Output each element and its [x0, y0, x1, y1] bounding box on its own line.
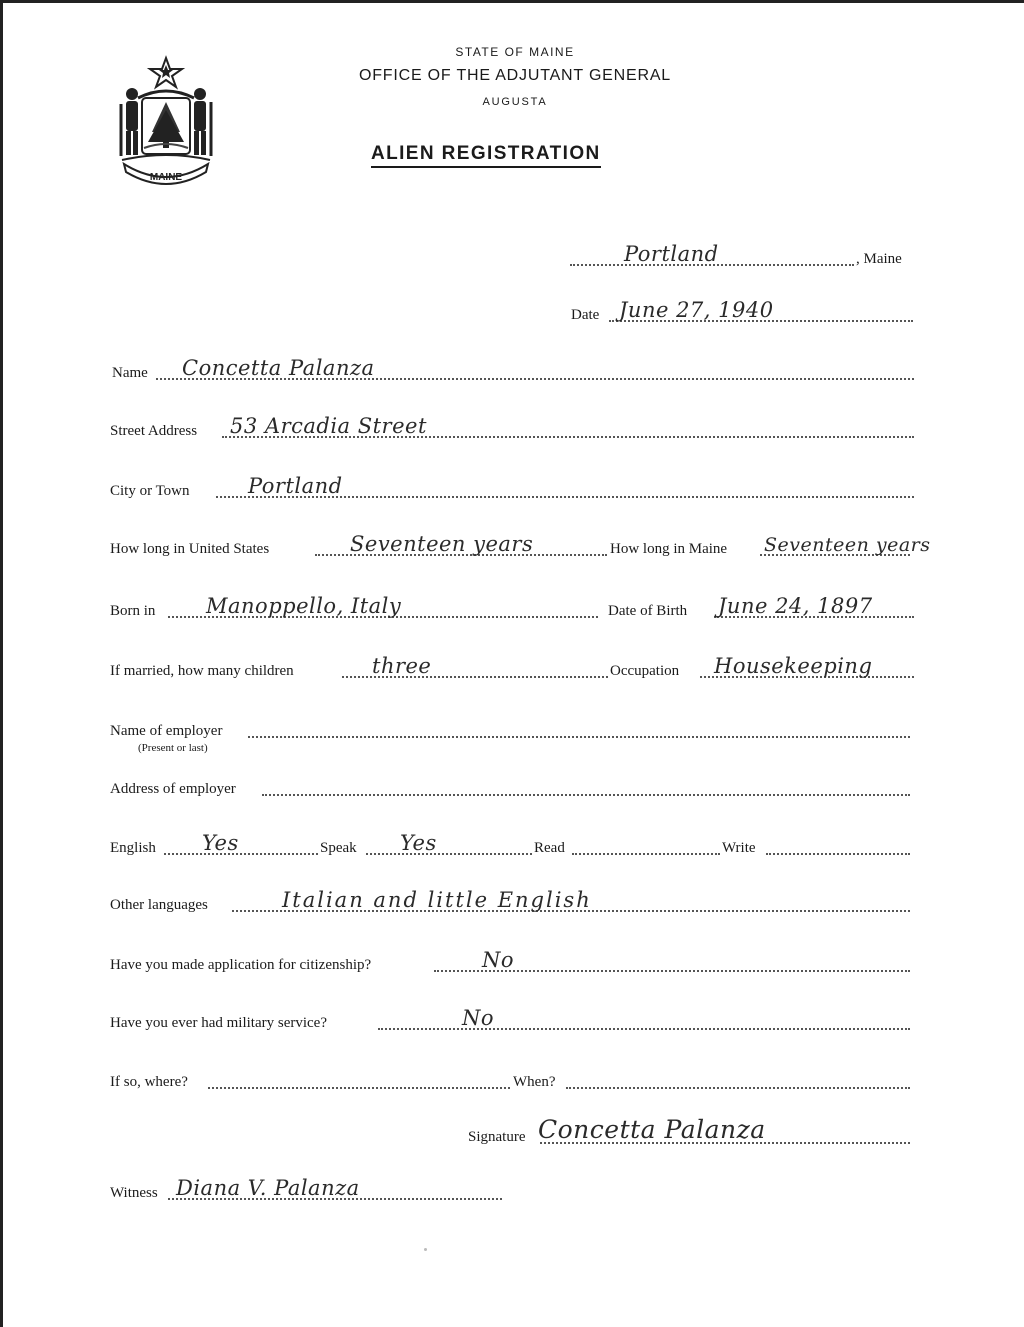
english-line — [164, 853, 318, 855]
english-row — [110, 829, 910, 859]
witness-row — [110, 1174, 502, 1204]
street-address-value[interactable]: 53 Arcadia Street — [230, 414, 427, 438]
speak-line — [366, 853, 532, 855]
name-row — [112, 354, 914, 384]
birth-row — [110, 592, 914, 622]
city-value[interactable]: Portland — [248, 474, 343, 498]
date-value[interactable]: June 27, 1940 — [619, 298, 774, 322]
residence-duration-row — [110, 530, 931, 560]
citizenship-value[interactable]: No — [482, 948, 515, 972]
how-long-maine-label: How long in Maine — [610, 541, 728, 557]
how-long-maine-value[interactable]: Seventeen years — [764, 534, 931, 556]
where-line — [208, 1087, 510, 1089]
date-label: Date — [571, 307, 600, 323]
seal-motto-text: MAINE — [149, 172, 183, 183]
date-row — [571, 296, 914, 326]
employer-name-sublabel: (Present or last) — [138, 742, 208, 754]
employer-name-row — [110, 712, 910, 754]
scan-border-left — [0, 0, 3, 1327]
speak-value[interactable]: Yes — [400, 831, 437, 855]
street-address-label: Street Address — [110, 423, 198, 439]
write-label: Write — [722, 840, 756, 856]
where-when-row — [110, 1063, 910, 1093]
employer-address-label: Address of employer — [110, 781, 236, 797]
employer-name-line — [248, 736, 910, 738]
read-label: Read — [534, 840, 565, 856]
military-label: Have you ever had military service? — [110, 1015, 327, 1031]
scan-speck — [424, 1248, 427, 1251]
children-occupation-row — [110, 652, 914, 682]
signature-row — [468, 1114, 910, 1148]
military-value[interactable]: No — [462, 1006, 495, 1030]
occupation-value[interactable]: Housekeeping — [714, 654, 873, 678]
city-row — [110, 472, 914, 502]
place-row — [570, 240, 920, 270]
city-label: City or Town — [110, 483, 190, 499]
how-long-us-label: How long in United States — [110, 541, 270, 557]
street-address-row — [110, 412, 914, 442]
name-value[interactable]: Concetta Palanza — [182, 356, 375, 380]
when-line — [566, 1087, 910, 1089]
place-value[interactable]: Portland — [624, 242, 719, 266]
military-line — [378, 1028, 910, 1030]
english-value[interactable]: Yes — [202, 831, 239, 855]
scan-border-top — [0, 0, 1024, 3]
name-label: Name — [112, 365, 148, 381]
children-label: If married, how many children — [110, 663, 294, 679]
date-of-birth-label: Date of Birth — [608, 603, 688, 619]
speak-label: Speak — [320, 840, 357, 856]
office-heading: OFFICE OF THE ADJUTANT GENERAL — [358, 67, 672, 84]
witness-label: Witness — [110, 1185, 158, 1201]
signature-label: Signature — [468, 1129, 526, 1145]
other-languages-value[interactable]: Italian and little English — [282, 888, 592, 912]
how-long-us-value[interactable]: Seventeen years — [350, 532, 534, 556]
employer-address-row — [110, 770, 910, 800]
occupation-label: Occupation — [610, 663, 680, 679]
form-title: ALIEN REGISTRATION — [371, 143, 601, 168]
children-value[interactable]: three — [372, 654, 432, 678]
other-languages-row — [110, 886, 910, 916]
employer-address-line — [262, 794, 910, 796]
when-label: When? — [513, 1074, 556, 1090]
write-line — [766, 853, 910, 855]
other-languages-label: Other languages — [110, 897, 208, 913]
citizenship-row — [110, 946, 910, 976]
seal-scroll — [108, 54, 224, 186]
employer-name-label: Name of employer — [110, 723, 223, 739]
city-heading: AUGUSTA — [482, 96, 548, 108]
place-suffix: , Maine — [856, 251, 902, 267]
date-of-birth-value[interactable]: June 24, 1897 — [718, 594, 873, 618]
born-in-value[interactable]: Manoppello, Italy — [206, 594, 402, 618]
citizenship-label: Have you made application for citizenship? — [110, 957, 372, 973]
english-label: English — [110, 840, 156, 856]
military-row — [110, 1004, 910, 1034]
witness-value[interactable]: Diana V. Palanza — [176, 1176, 360, 1200]
read-line — [572, 853, 720, 855]
where-label: If so, where? — [110, 1074, 188, 1090]
signature-value[interactable]: Concetta Palanza — [538, 1115, 766, 1144]
born-in-label: Born in — [110, 603, 156, 619]
state-heading: STATE OF MAINE — [455, 45, 575, 59]
